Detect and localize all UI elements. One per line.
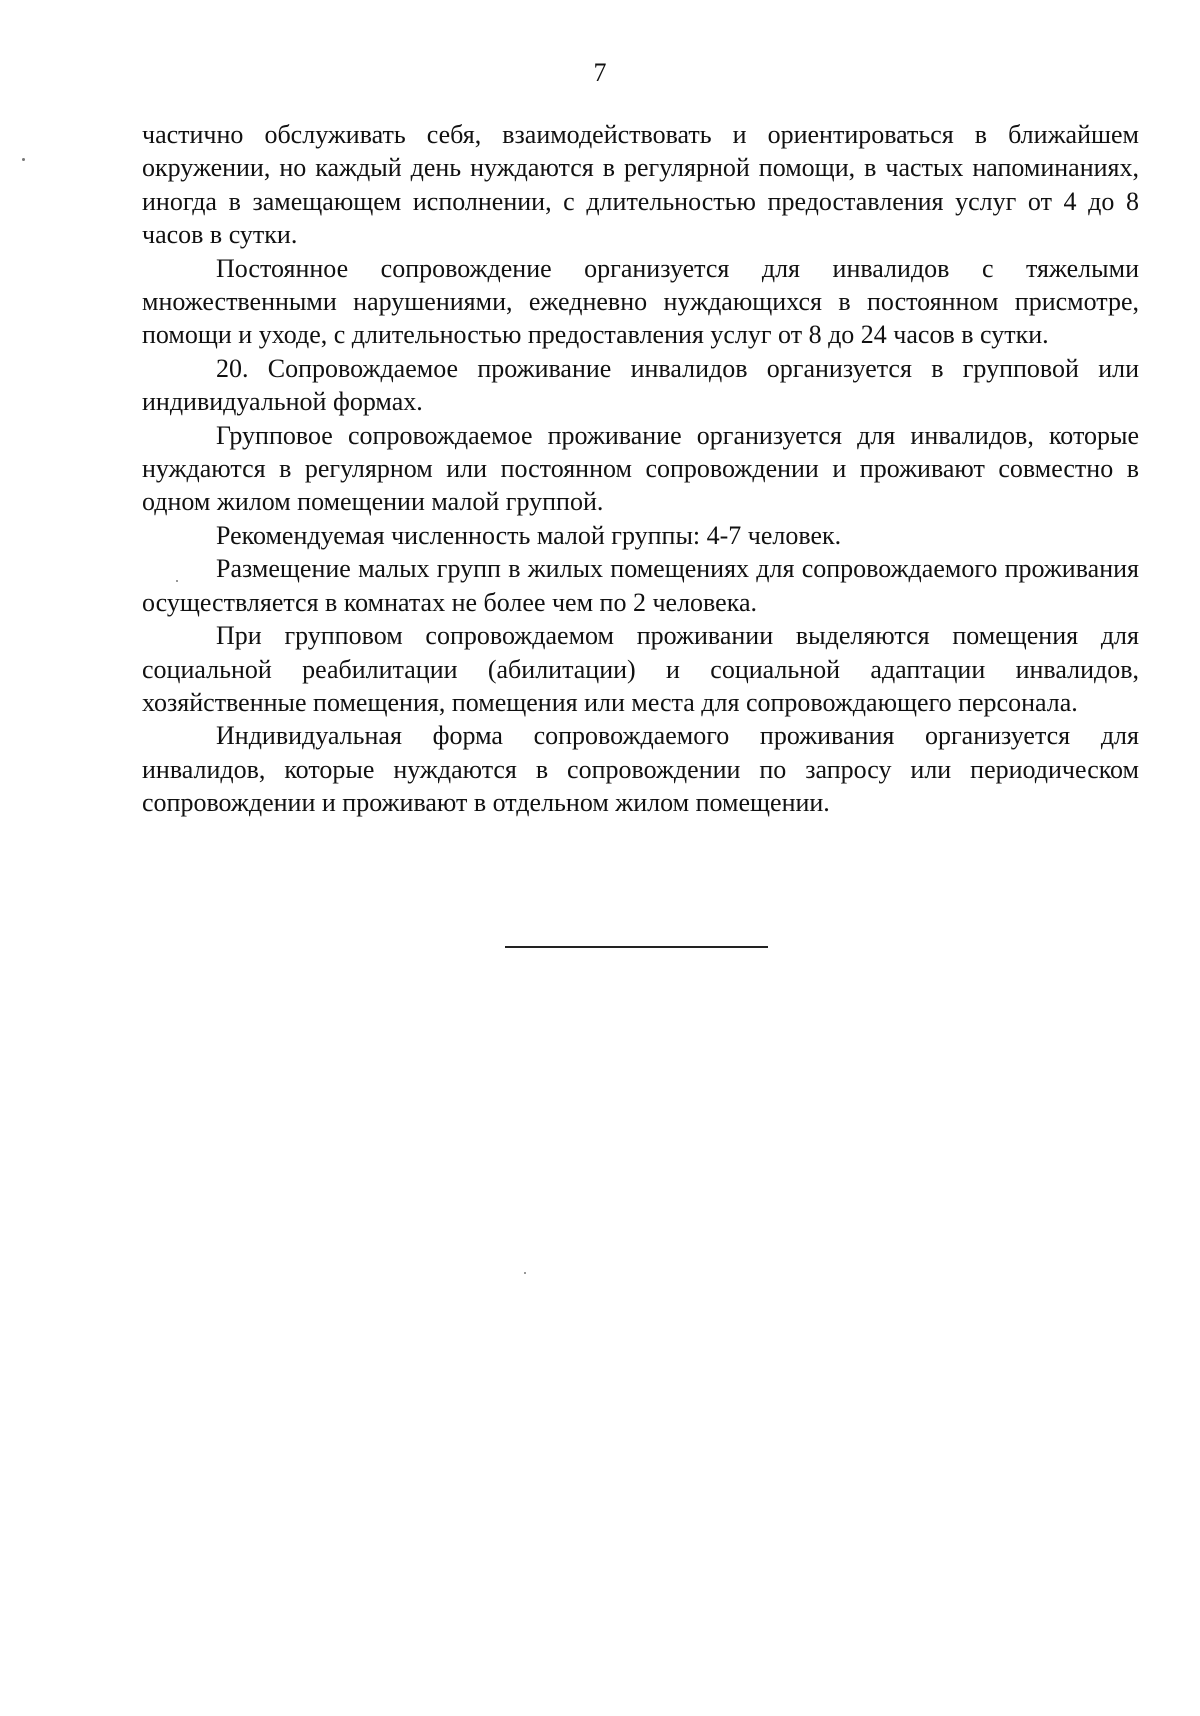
paragraph-group-living: Групповое сопровождаемое проживание организуется для инвалидов, которые нуждаются в регулярном или постоянном сопровождении и проживают совместно в одном жилом помещении малой группой. bbox=[142, 420, 1139, 517]
scan-speck bbox=[22, 158, 25, 161]
paragraph-permanent-support: Постоянное сопровождение организуется для инвалидов с тяжелыми множественными нарушениями, ежедневно нуждающихся в постоянном присмотре, помощи и уходе, с длительностью предоставления услуг от 8 до 24 часов в сутки. bbox=[142, 253, 1139, 350]
paragraph-room-placement: Размещение малых групп в жилых помещениях для сопровождаемого проживания осуществляется в комнатах не более чем по 2 человека. bbox=[142, 554, 1139, 617]
paragraph-continuation: частично обслуживать себя, взаимодействовать и ориентироваться в ближайшем окружении, но каждый день нуждаются в регулярной помощи, в частых напоминаниях, иногда в замещающем исполнении, с длительностью предоставления услуг от 4 до 8 часов в сутки. bbox=[142, 120, 1139, 250]
paragraph-premises: При групповом сопровождаемом проживании выделяются помещения для социальной реабилитации (абилитации) и социальной адаптации инвалидов, хозяйственные помещения, помещения или места для сопровождающего персонала. bbox=[142, 621, 1139, 717]
paragraph-individual-living: Индивидуальная форма сопровождаемого проживания организуется для инвалидов, которые нуждаются в сопровождении по запросу или периодическом сопровождении и проживают в отдельном жилом помещении. bbox=[142, 721, 1139, 818]
body-text bbox=[142, 118, 1139, 820]
paragraph-group-size: Рекомендуемая численность малой группы: 4-7 человек. bbox=[216, 520, 842, 550]
scan-speck bbox=[524, 1272, 526, 1274]
page-number: 7 bbox=[593, 58, 607, 87]
paragraph-item-20: 20. Сопровождаемое проживание инвалидов организуется в групповой или индивидуальной формах. bbox=[142, 353, 1139, 417]
end-divider-line bbox=[505, 946, 768, 948]
scan-speck bbox=[176, 580, 178, 582]
